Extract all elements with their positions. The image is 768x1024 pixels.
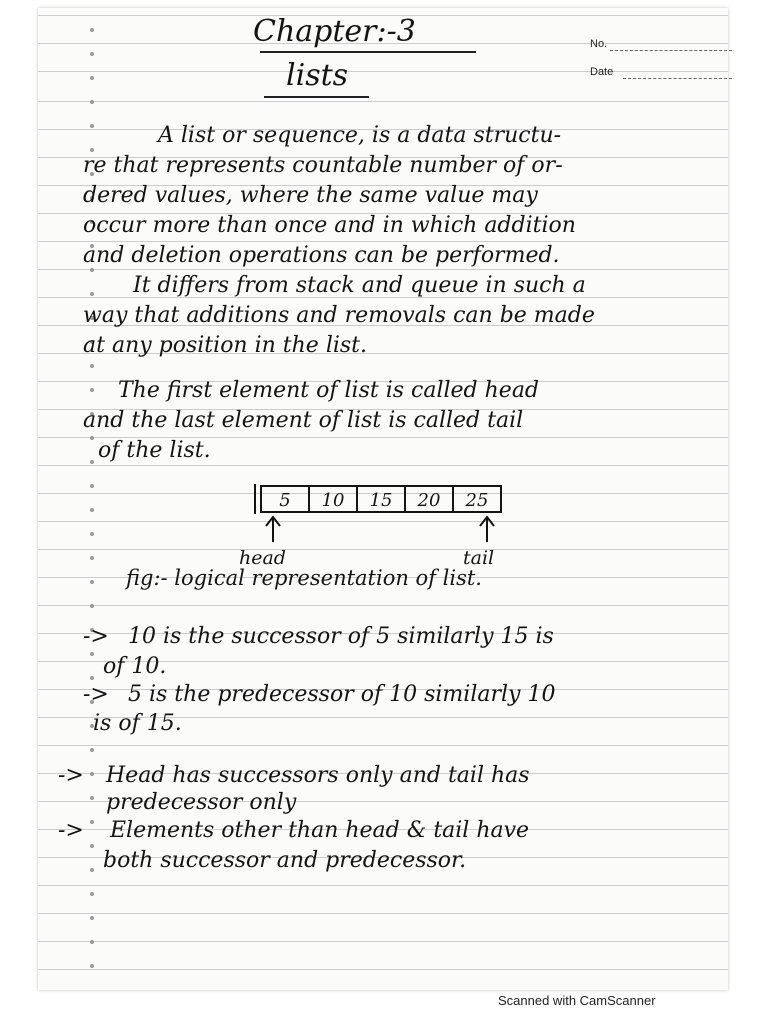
- figure-caption: fig:- logical representation of list.: [126, 566, 482, 590]
- point-arrow: ->: [58, 763, 84, 788]
- margin-hole: [90, 124, 94, 128]
- body-line: way that additions and removals can be made: [83, 303, 595, 328]
- margin-hole: [90, 76, 94, 80]
- body-line: dered values, where the same value may: [83, 183, 538, 208]
- body-line: re that represents countable number of or-: [83, 153, 563, 178]
- margin-hole: [90, 604, 94, 608]
- list-cell: 20: [417, 490, 441, 511]
- body-line: A list or sequence, is a data structu-: [158, 123, 562, 148]
- margin-hole: [90, 268, 94, 272]
- date-field-line: [623, 78, 732, 79]
- margin-hole: [90, 676, 94, 680]
- list-diagram: [239, 484, 533, 578]
- point-line: Elements other than head & tail have: [110, 818, 530, 843]
- point-arrow: ->: [83, 624, 109, 649]
- point-line: predecessor only: [106, 790, 297, 815]
- point-arrow: ->: [83, 682, 109, 707]
- point-line: Head has successors only and tail has: [106, 763, 530, 788]
- list-cell: 10: [321, 490, 345, 511]
- margin-hole: [90, 964, 94, 968]
- point-line: is of 15.: [93, 711, 182, 736]
- body-line: at any position in the list.: [83, 333, 368, 358]
- body-line: It differs from stack and queue in such a: [133, 273, 586, 298]
- margin-hole: [90, 52, 94, 56]
- margin-hole: [90, 940, 94, 944]
- no-label: No.: [590, 38, 608, 50]
- margin-hole: [90, 100, 94, 104]
- list-cell: 15: [369, 490, 393, 511]
- margin-hole: [90, 652, 94, 656]
- margin-hole: [90, 292, 94, 296]
- margin-hole: [90, 460, 94, 464]
- margin-hole: [90, 916, 94, 920]
- margin-hole: [90, 844, 94, 848]
- margin-hole: [90, 364, 94, 368]
- margin-hole: [90, 508, 94, 512]
- margin-hole: [90, 436, 94, 440]
- body-line: and deletion operations can be performed.: [83, 243, 560, 268]
- point-line: of 10.: [103, 654, 167, 679]
- margin-hole: [90, 820, 94, 824]
- point-line: 10 is the successor of 5 similarly 15 is: [128, 624, 554, 649]
- point-line: 5 is the predecessor of 10 similarly 10: [128, 682, 556, 707]
- margin-hole: [90, 532, 94, 536]
- no-field-line: [610, 50, 732, 51]
- head-label: head: [239, 547, 286, 569]
- subtitle-underline: [264, 96, 369, 98]
- point-line: both successor and predecessor.: [103, 848, 467, 873]
- margin-hole: [90, 388, 94, 392]
- body-line: and the last element of list is called tail: [83, 408, 524, 433]
- margin-hole: [90, 796, 94, 800]
- margin-hole: [90, 28, 94, 32]
- margin-hole: [90, 580, 94, 584]
- margin-hole: [90, 892, 94, 896]
- notebook-page: [38, 8, 728, 990]
- list-diagram-svg: [239, 484, 533, 574]
- margin-hole: [90, 556, 94, 560]
- margin-hole: [90, 484, 94, 488]
- list-cell: 25: [465, 490, 489, 511]
- margin-hole: [90, 148, 94, 152]
- margin-hole: [90, 868, 94, 872]
- body-line: The first element of list is called head: [118, 378, 540, 403]
- date-label: Date: [590, 66, 614, 78]
- point-arrow: ->: [58, 818, 84, 843]
- body-line: of the list.: [98, 438, 211, 463]
- title-underline: [260, 51, 476, 53]
- list-cell: 5: [279, 490, 291, 511]
- tail-label: tail: [463, 547, 495, 569]
- margin-hole: [90, 772, 94, 776]
- margin-hole: [90, 748, 94, 752]
- scanner-watermark: Scanned with CamScanner: [498, 993, 656, 1008]
- body-line: occur more than once and in which addition: [83, 213, 576, 238]
- chapter-title: Chapter:-3: [253, 14, 416, 49]
- chapter-subtitle: lists: [286, 58, 349, 93]
